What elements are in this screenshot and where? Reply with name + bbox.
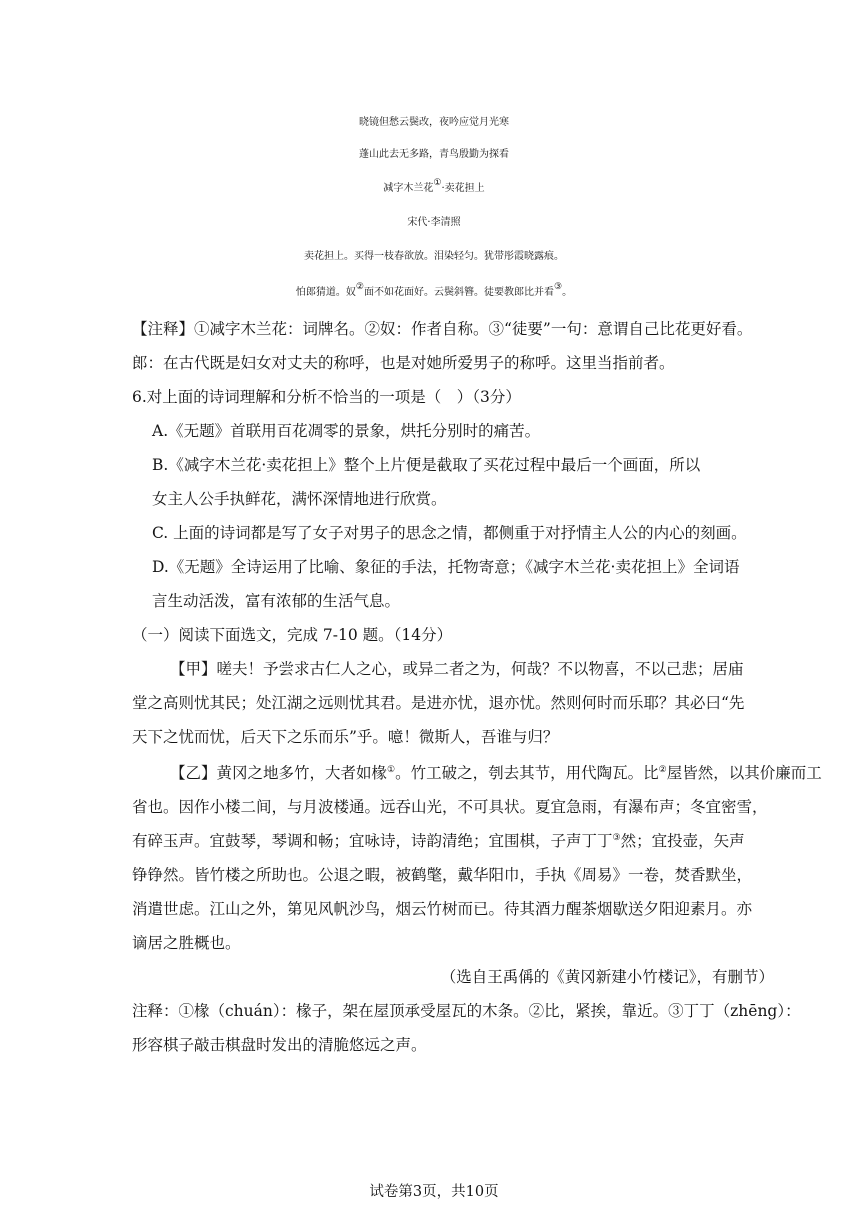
question6-option-d-line1: D.《无题》全诗运用了比喻、象征的手法，托物寄意；《减字木兰花·卖花担上》全词语 [152, 558, 740, 576]
question6-option-a: A.《无题》首联用百花凋零的景象，烘托分别时的痛苦。 [152, 422, 541, 440]
notes2-line2: 形容棋子敲击棋盘时发出的清脆悠远之声。 [132, 1036, 427, 1054]
passage-yi-line1-part2: 。竹工破之，刳去其节，用代陶瓦。比 [395, 764, 659, 782]
passage-yi-line2: 省也。因作小楼二间，与月波楼通。远吞山光，不可具状。夏宜急雨，有瀑布声；冬宜密雪， [132, 798, 768, 816]
poem2-note-mark-3: ③ [554, 282, 563, 292]
poem2-line2-part2: 面不如花面好。云鬓斜簪。徒要教郎比并看 [364, 287, 554, 298]
section1-heading: （一）阅读下面选文，完成 7-10 题。（14分） [132, 626, 453, 644]
passage-yi-line3 [132, 830, 745, 852]
poem2-note-mark-2: ② [355, 282, 364, 292]
passage-yi-note-mark-2: ② [658, 765, 667, 775]
poem2-title-sub: ·卖花担上 [441, 183, 485, 194]
passage-yi-line6: 谪居之胜概也。 [132, 934, 241, 952]
passage-yi-note-mark-3: ③ [612, 833, 621, 843]
question6-stem: 6.对上面的诗词理解和分析不恰当的一项是（ ）（3分） [132, 388, 521, 406]
notes2-line1: 注释：①椽（chuán）：椽子，架在屋顶承受屋瓦的木条。②比，紧挨，靠近。③丁丁（zhēng）： [132, 1002, 801, 1020]
poem2-line1: 卖花担上。买得一枝春欲放。泪染轻匀。犹带彤霞晓露痕。 [304, 251, 564, 262]
question6-option-c: C. 上面的诗词都是写了女子对男子的思念之情，都侧重于对抒情主人公的内心的刻画。 [152, 524, 747, 542]
passage-yi-source: （选自王禹偁的《黄冈新建小竹楼记》，有删节） [440, 968, 774, 986]
passage-jia-line1: 【甲】嗟夫！予尝求古仁人之心，或异二者之为，何哉？不以物喜，不以己悲；居庙 [170, 660, 744, 678]
question6-option-b-line2: 女主人公手执鲜花，满怀深情地进行欣赏。 [152, 490, 447, 508]
poem2-title-main: 减字木兰花 [383, 183, 434, 194]
poem1-line4: 蓬山此去无多路，青鸟殷勤为探看 [359, 149, 509, 160]
poem2-author: 宋代·李清照 [407, 217, 461, 228]
question6-option-b-line1: B.《减字木兰花·卖花担上》整个上片便是截取了买花过程中最后一个画面，所以 [152, 456, 701, 474]
passage-yi-line4: 铮铮然。皆竹楼之所助也。公退之暇，被鹤氅，戴华阳巾，手执《周易》一卷，焚香默坐， [132, 866, 753, 884]
notes1-line1: 【注释】①减字木兰花：词牌名。②奴：作者自称。③“徒要”一句：意谓自己比花更好看。 [132, 320, 753, 338]
passage-yi-note-mark-1: ① [387, 765, 396, 775]
passage-yi-line1-part1: 【乙】黄冈之地多竹，大者如椽 [170, 764, 388, 782]
poem2-line2-part1: 怕郎猜道。奴 [295, 287, 356, 298]
passage-yi-line1 [170, 762, 822, 784]
passage-jia-line3: 天下之忧而忧，后天下之乐而乐”乎。噫！微斯人，吾谁与归？ [132, 728, 559, 746]
poem2-title-note-mark: ① [433, 178, 442, 188]
poem2-line2 [0, 282, 868, 304]
passage-yi-line3-part2: 然；宜投壶，矢声 [620, 832, 745, 850]
passage-yi-line5: 消遣世虑。江山之外，第见风帆沙鸟，烟云竹树而已。待其酒力醒茶烟歇送夕阳迎素月。亦 [132, 900, 753, 918]
passage-jia-line2: 堂之高则忧其民；处江湖之远则忧其君。是进亦忧，退亦忧。然则何时而乐耶？其必曰“先 [132, 694, 745, 712]
poem1-line3: 晓镜但愁云鬓改，夜吟应觉月光寒 [359, 117, 509, 128]
passage-yi-line1-part3: 屋皆然，以其价廉而工 [666, 764, 822, 782]
notes1-line2: 郎：在古代既是妇女对丈夫的称呼，也是对她所爱男子的称呼。这里当指前者。 [132, 354, 675, 372]
poem2-title [0, 178, 868, 200]
page-footer: 试卷第3页，共10页 [369, 1184, 499, 1200]
question6-option-d-line2: 言生动活泼，富有浓郁的生活气息。 [152, 592, 401, 610]
poem2-line2-part3: 。 [562, 287, 573, 298]
passage-yi-line3-part1: 有碎玉声。宜鼓琴，琴调和畅；宜咏诗，诗韵清绝；宜围棋，子声丁丁 [132, 832, 613, 850]
